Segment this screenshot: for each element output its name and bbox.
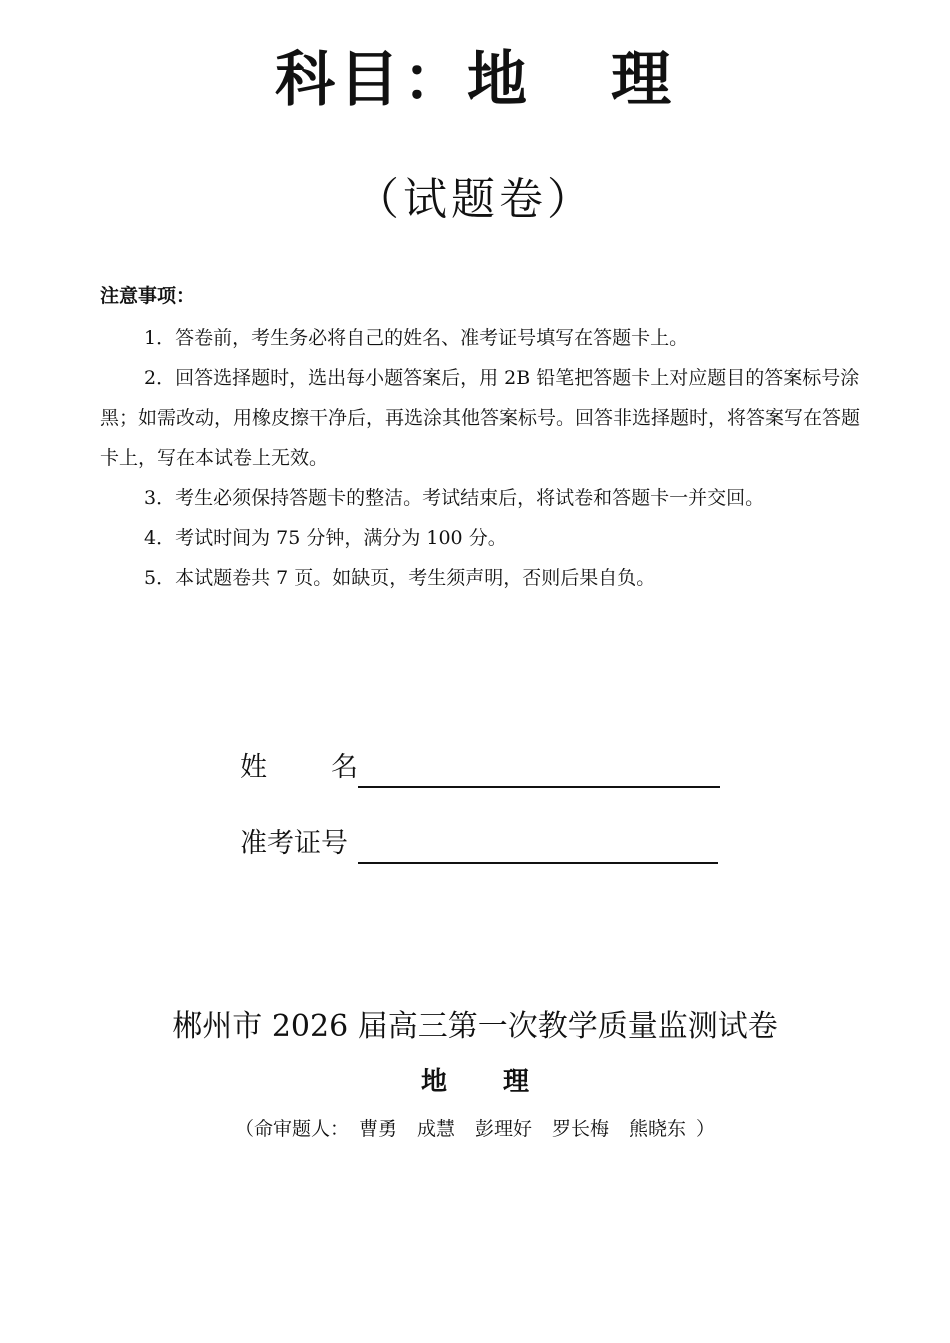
name-blank-line[interactable] (358, 752, 720, 788)
subject-title-prefix: 科目：地 (275, 45, 531, 115)
id-label: 准考证号 (240, 828, 348, 859)
exam-subject-char-2: 理 (503, 1067, 530, 1097)
authors-open: （命审题人： (234, 1118, 349, 1140)
exam-name: 郴州市 2026 届高三第一次教学质量监测试卷 (172, 1009, 778, 1044)
name-label-char-1: 姓 (240, 752, 267, 783)
authors-line (0, 1114, 950, 1144)
name-label-char-2: 名 (331, 752, 358, 783)
authors-close: ） (696, 1118, 716, 1140)
author-name: 熊晓东 (629, 1118, 687, 1140)
exam-subject (0, 1062, 950, 1102)
paper-type: （试题卷） (355, 174, 595, 225)
notice-item-5: 5．本试题卷共 7 页。如缺页，考生须声明，否则后果自负。 (144, 567, 656, 589)
subject-title (0, 40, 950, 120)
id-field (240, 824, 718, 864)
notice-item-1: 1．答卷前，考生务必将自己的姓名、准考证号填写在答题卡上。 (144, 327, 689, 349)
notice-item-3: 3．考生必须保持答题卡的整洁。考试结束后，将试卷和答题卡一并交回。 (144, 487, 765, 509)
author-name: 彭理好 (474, 1118, 532, 1140)
notice-item-2: 2．回答选择题时，选出每小题答案后，用 2B 铅笔把答题卡上对应题目的答案标号涂黑；如需改动，用橡皮擦干净后，再选涂其他答案标号。回答非选择题时，将答案写在答题卡上，写在本试卷上无效。 (100, 367, 861, 469)
name-field (240, 748, 720, 788)
subject-title-suffix: 理 (611, 45, 675, 115)
notice-list (100, 318, 860, 598)
notice-heading: 注意事项： (100, 285, 196, 307)
author-name: 成慧 (416, 1118, 455, 1140)
id-blank-line[interactable] (358, 828, 718, 864)
author-name: 曹勇 (358, 1118, 397, 1140)
author-name: 罗长梅 (552, 1118, 610, 1140)
name-label (240, 748, 358, 788)
notice-item-4: 4．考试时间为 75 分钟，满分为 100 分。 (144, 527, 507, 549)
exam-subject-char-1: 地 (420, 1067, 447, 1097)
